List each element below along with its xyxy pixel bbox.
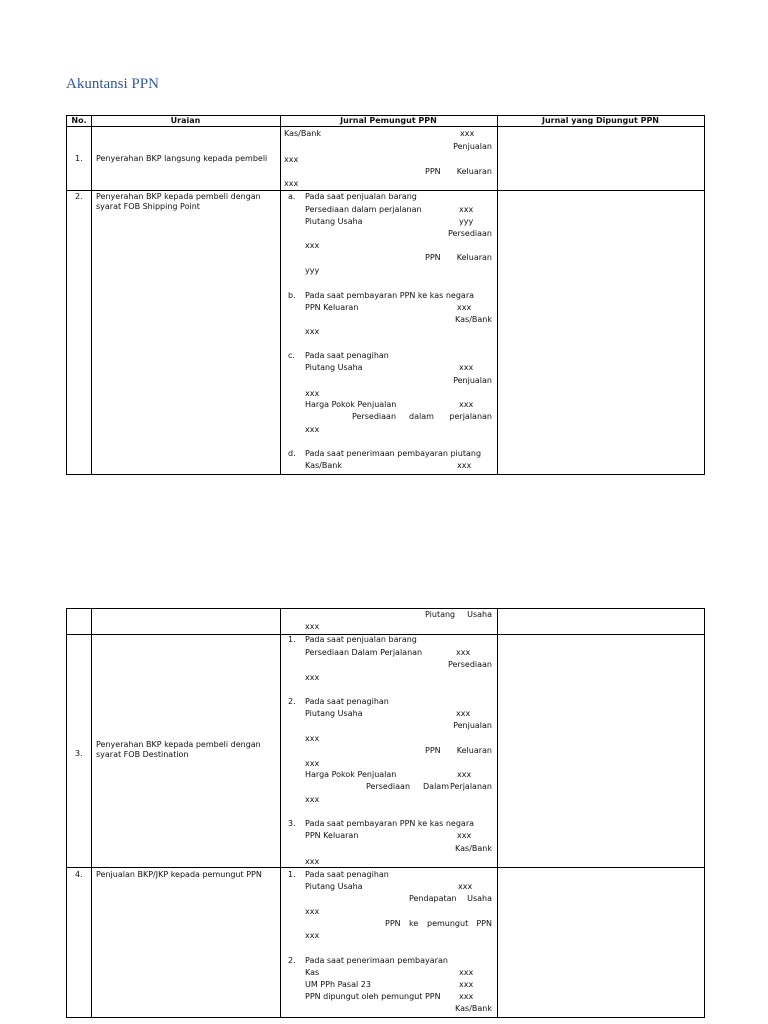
journal-line: Perjalanan — [449, 782, 492, 791]
row-description: Penyerahan BKP langsung kepada pembeli — [96, 154, 268, 163]
step-heading: Pada saat penerimaan pembayaran — [305, 956, 448, 965]
journal-amount: xxx — [457, 303, 472, 312]
journal-line: ke — [409, 919, 419, 928]
journal-amount: xxx — [459, 363, 474, 372]
step-heading: Pada saat penjualan barang — [305, 635, 417, 644]
row-divider — [67, 867, 704, 868]
step-marker: 1. — [288, 870, 296, 879]
step-heading: Pada saat penjualan barang — [305, 192, 417, 201]
journal-line: PPN dipungut oleh pemungut PPN — [305, 992, 441, 1001]
step-marker: b. — [288, 291, 296, 300]
journal-line: PPN Keluaran — [305, 303, 359, 312]
step-marker: 2. — [288, 956, 296, 965]
journal-line: pemungut — [427, 919, 469, 928]
row-description: Penyerahan BKP kepada pembeli dengan syarat FOB Shipping Point — [96, 192, 261, 211]
journal-amount: xxx — [459, 400, 474, 409]
header-uraian: Uraian — [170, 116, 201, 125]
journal-amount: xxx — [456, 709, 471, 718]
journal-amount: xxx — [457, 831, 472, 840]
journal-amount: xxx — [305, 622, 320, 631]
row-description: Penyerahan BKP kepada pembeli dengan syarat FOB Destination — [96, 740, 261, 759]
journal-line: Persediaan Dalam Perjalanan — [305, 648, 423, 657]
journal-amount: xxx — [284, 155, 299, 164]
journal-line: Penjualan — [453, 142, 492, 151]
ppn-journal-table-2 — [66, 608, 705, 1018]
journal-amount: xxx — [457, 770, 472, 779]
journal-line: PPN — [425, 746, 441, 755]
journal-line: Kas/Bank — [284, 129, 321, 138]
journal-line: Kas — [305, 968, 320, 977]
journal-amount: xxx — [305, 389, 320, 398]
journal-amount: yyy — [305, 266, 320, 275]
journal-line: Kas/Bank — [455, 315, 492, 324]
row-number: 3. — [75, 749, 83, 758]
journal-line: Penjualan — [453, 721, 492, 730]
journal-line: Piutang Usaha — [305, 709, 363, 718]
journal-line: Kas/Bank — [455, 844, 492, 853]
header-jurnal-pemungut: Jurnal Pemungut PPN — [340, 116, 437, 125]
row-number: 1. — [75, 154, 83, 163]
journal-amount: xxx — [305, 857, 320, 866]
journal-amount: xxx — [305, 795, 320, 804]
journal-line: Persediaan — [447, 660, 492, 669]
journal-line: PPN Keluaran — [305, 831, 359, 840]
journal-line: Keluaran — [456, 746, 492, 755]
journal-line: Harga Pokok Penjualan — [305, 400, 397, 409]
row-divider — [67, 190, 704, 191]
journal-amount: xxx — [305, 734, 320, 743]
journal-line: Dalam — [423, 782, 449, 791]
column-divider — [497, 116, 498, 474]
journal-amount: xxx — [459, 968, 474, 977]
step-marker: 1. — [288, 635, 296, 644]
journal-line: Pendapatan — [409, 894, 457, 903]
step-heading: Pada saat pembayaran PPN ke kas negara — [305, 819, 475, 828]
journal-amount: xxx — [459, 992, 474, 1001]
row-number: 4. — [75, 870, 83, 879]
column-divider — [280, 609, 281, 1017]
journal-amount: xxx — [305, 327, 320, 336]
journal-line: Persediaan — [352, 412, 397, 421]
row-description: Penjualan BKP/JKP kepada pemungut PPN — [96, 870, 262, 879]
journal-amount: xxx — [459, 980, 474, 989]
journal-line: Kas/Bank — [305, 461, 342, 470]
step-heading: Pada saat penagihan — [305, 870, 389, 879]
journal-amount: yyy — [459, 217, 474, 226]
step-heading: Pada saat pembayaran PPN ke kas negara — [305, 291, 475, 300]
journal-amount: xxx — [456, 648, 471, 657]
journal-amount: xxx — [305, 241, 320, 250]
journal-line: Usaha — [467, 610, 492, 619]
journal-line: Persediaan — [447, 229, 492, 238]
step-marker: 2. — [288, 697, 296, 706]
journal-amount: xxx — [284, 179, 299, 188]
journal-line: PPN — [385, 919, 401, 928]
step-marker: d. — [288, 449, 296, 458]
step-heading: Pada saat penerimaan pembayaran piutang — [305, 449, 482, 458]
journal-line: Persediaan — [366, 782, 411, 791]
journal-line: Penjualan — [453, 376, 492, 385]
journal-line: UM PPh Pasal 23 — [305, 980, 371, 989]
journal-amount: xxx — [460, 129, 475, 138]
column-divider — [91, 116, 92, 474]
page-title: Akuntansi PPN — [66, 76, 159, 92]
journal-line: Piutang Usaha — [305, 217, 363, 226]
step-marker: c. — [288, 351, 295, 360]
journal-line: PPN — [476, 919, 492, 928]
journal-line: Harga Pokok Penjualan — [305, 770, 397, 779]
journal-line: Keluaran — [456, 167, 492, 176]
journal-line: PPN — [425, 167, 441, 176]
journal-line: Persediaan dalam perjalanan — [305, 205, 422, 214]
journal-amount: xxx — [305, 759, 320, 768]
step-heading: Pada saat penagihan — [305, 697, 389, 706]
column-divider — [280, 116, 281, 474]
journal-line: Piutang — [425, 610, 456, 619]
journal-amount: xxx — [305, 931, 320, 940]
step-heading: Pada saat penagihan — [305, 351, 389, 360]
column-divider — [91, 609, 92, 1017]
journal-line: Piutang Usaha — [305, 882, 363, 891]
journal-line: Usaha — [467, 894, 492, 903]
journal-amount: xxx — [458, 882, 473, 891]
header-jurnal-dipungut: Jurnal yang Dipungut PPN — [541, 116, 659, 125]
ppn-journal-table-1 — [66, 115, 705, 475]
journal-line: Piutang Usaha — [305, 363, 363, 372]
header-no: No. — [71, 116, 87, 125]
journal-amount: xxx — [305, 907, 320, 916]
journal-amount: xxx — [305, 673, 320, 682]
journal-line: perjalanan — [449, 412, 492, 421]
journal-amount: xxx — [305, 425, 320, 434]
column-divider — [497, 609, 498, 1017]
journal-amount: xxx — [457, 461, 472, 470]
journal-line: Kas/Bank — [455, 1004, 492, 1013]
journal-amount: xxx — [459, 205, 474, 214]
step-marker: a. — [288, 192, 296, 201]
row-number: 2. — [75, 192, 83, 201]
journal-line: Keluaran — [456, 253, 492, 262]
step-marker: 3. — [288, 819, 296, 828]
journal-line: PPN — [425, 253, 441, 262]
journal-line: dalam — [409, 412, 434, 421]
